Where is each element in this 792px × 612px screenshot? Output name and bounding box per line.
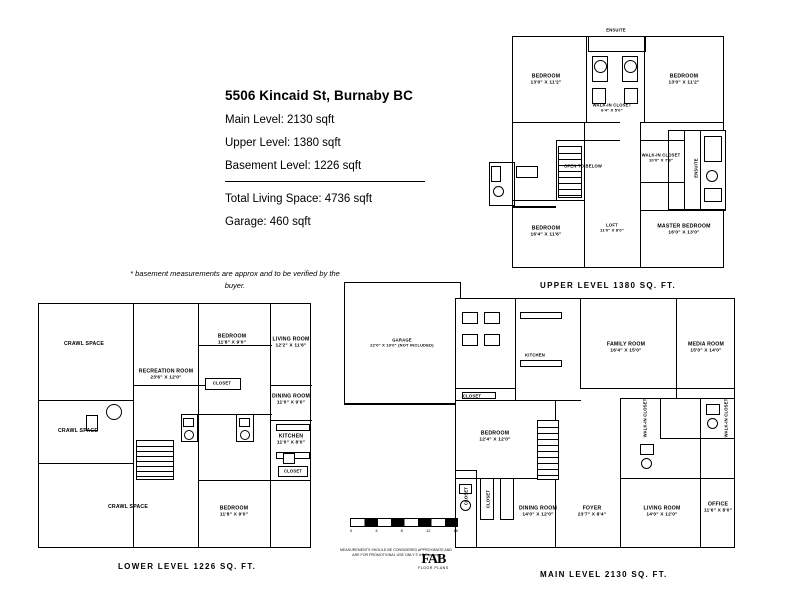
spec-basement-level: Basement Level: 1226 sqft	[225, 160, 425, 182]
room-label: RECREATION ROOM 23'6" X 12'0"	[138, 368, 194, 381]
scale-tick: 4	[375, 528, 378, 533]
company-logo	[418, 552, 449, 570]
basement-disclaimer: * basement measurements are approx and to be verified by the buyer.	[130, 269, 340, 290]
room-label: BEDROOM 11'8" X 9'0"	[219, 505, 249, 518]
room-label: CLOSET	[485, 489, 491, 509]
room-label: WALK-IN CLOSET 10'0" X 7'8"	[641, 152, 681, 163]
room-label: BEDROOM 13'0" X 11'2"	[668, 73, 700, 86]
room-label: DINING ROOM 11'0" X 9'0"	[272, 393, 310, 406]
spec-total-living: Total Living Space: 4736 sqft	[225, 193, 373, 205]
room-label: WALK-IN CLOSET 6'4" X 5'0"	[592, 102, 632, 113]
scale-tick: 12	[425, 528, 431, 533]
room-label: GARAGE 22'0" X 19'0" (NOT INCLUDED)	[370, 337, 434, 348]
room-label: CLOSET	[462, 393, 482, 399]
room-label: ENSUITE	[606, 27, 626, 33]
room-label: MEDIA ROOM 15'0" X 14'0"	[687, 341, 725, 354]
room-label: DINING ROOM 14'0" X 12'0"	[519, 505, 557, 518]
room-label: OPEN TO BELOW	[563, 163, 603, 169]
room-label: KITCHEN	[524, 352, 546, 358]
upper-level-label: UPPER LEVEL 1380 SQ. FT.	[540, 281, 676, 290]
room-label: CRAWL SPACE	[63, 341, 105, 348]
page-title: 5506 Kincaid St, Burnaby BC	[225, 88, 414, 103]
room-label: LOFT 11'0" X 8'0"	[600, 222, 624, 233]
logo-subtitle: FLOOR PLANS	[418, 566, 449, 570]
room-label: BEDROOM 16'4" X 11'6"	[530, 225, 562, 238]
room-label: LIVING ROOM 14'0" X 12'0"	[643, 505, 681, 518]
room-label: CRAWL SPACE	[107, 504, 149, 511]
spec-garage: Garage: 460 sqft	[225, 216, 311, 228]
room-label: FOYER 23'7" X 8'4"	[577, 505, 607, 518]
room-label: MASTER BEDROOM 16'0" X 13'0"	[657, 223, 711, 236]
main-level-label: MAIN LEVEL 2130 SQ. FT.	[540, 570, 668, 579]
room-label: WALK-IN CLOSET	[642, 398, 648, 438]
scale-tick: 8	[400, 528, 403, 533]
room-label: WALK-IN CLOSET	[723, 398, 729, 438]
lower-level-label: LOWER LEVEL 1226 SQ. FT.	[118, 562, 257, 571]
room-label: BEDROOM 12'4" X 12'0"	[479, 430, 511, 443]
room-label: CLOSET	[212, 380, 232, 386]
title-block	[225, 88, 425, 228]
scale-bar	[350, 518, 458, 533]
scale-bar-graphic	[350, 518, 458, 527]
room-label: CRAWL SPACE	[57, 428, 99, 435]
room-label: LIVING ROOM 12'2" X 11'6"	[272, 336, 310, 349]
room-label: CLOSET	[463, 486, 469, 506]
room-label: BEDROOM 13'0" X 11'2"	[530, 73, 562, 86]
logo-mark: FAB	[421, 552, 446, 567]
spec-upper-level: Upper Level: 1380 sqft	[225, 137, 341, 149]
room-label: OFFICE 11'6" X 8'0"	[703, 501, 733, 514]
spec-main-level: Main Level: 2130 sqft	[225, 114, 335, 126]
room-label: ENSUITE	[693, 158, 699, 178]
room-label: BEDROOM 11'8" X 9'0"	[217, 333, 247, 346]
room-label: KITCHEN 11'0" X 8'0"	[276, 433, 306, 446]
scale-tick: 0	[350, 528, 353, 533]
scale-tick: 16	[453, 528, 458, 533]
room-label: CLOSET	[283, 468, 303, 474]
measurement-disclaimer: MEASUREMENTS SHOULD BE CONSIDERED APPROXIMATE AND ARE FOR PROMOTIONAL USE ONLY © A F D Incorp.	[340, 548, 452, 557]
room-label: FAMILY ROOM 16'4" X 15'0"	[606, 341, 646, 354]
